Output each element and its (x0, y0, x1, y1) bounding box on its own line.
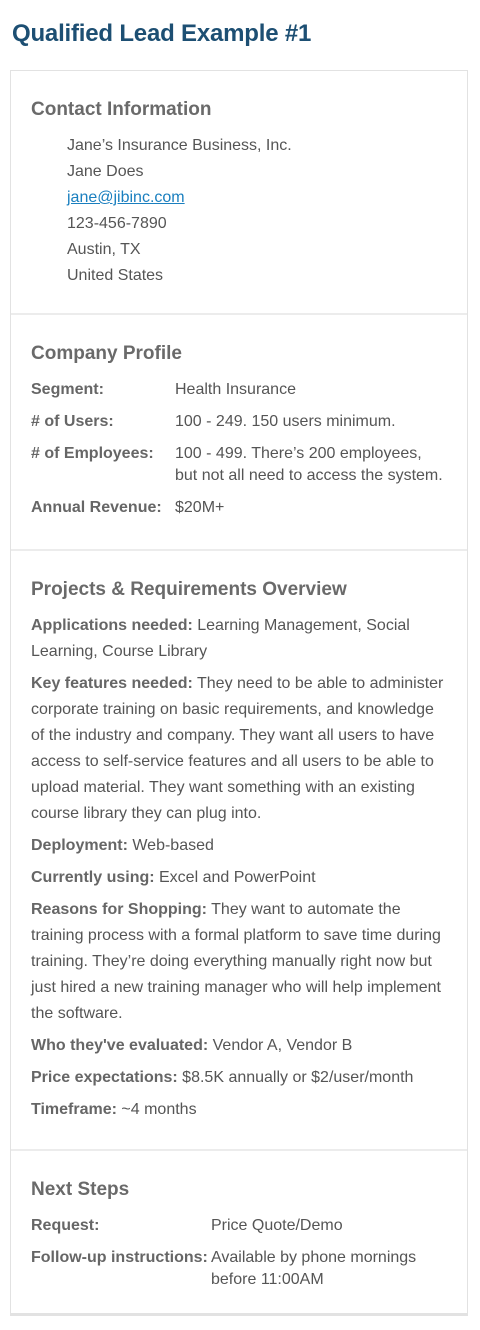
project-item-text: $8.5K annually or $2/user/month (177, 1069, 414, 1086)
next-step-row-request (31, 1215, 447, 1237)
next-step-label: Follow-up instructions: (31, 1249, 208, 1266)
profile-value: 100 - 249. 150 users minimum. (175, 413, 396, 430)
project-item-text: Web-based (127, 837, 214, 854)
project-item-text: Learning Management, Social Learning, Course Library (31, 617, 410, 660)
profile-row-segment (31, 379, 447, 401)
profile-value-line: but not all need to access the system. (175, 467, 443, 484)
project-item-applications (31, 613, 447, 665)
project-item-deployment (31, 833, 447, 859)
project-item-text: ~4 months (116, 1101, 197, 1118)
contact-section-title: Contact Information (31, 99, 212, 120)
contact-name: Jane Does (67, 163, 144, 180)
project-item-label: Reasons for Shopping: (31, 901, 207, 918)
project-item-text: They need to be able to administer corporate training on basic requirements, and knowledge of the industry and company. They want all users to have access to self-service features and all users to be able to upload material. They want something with an existing course library they can plug into. (31, 675, 444, 822)
lead-card (10, 70, 468, 1316)
projects-section-title: Projects & Requirements Overview (31, 579, 347, 600)
profile-value: Health Insurance (175, 381, 296, 398)
projects-list (31, 613, 447, 1123)
project-item-label: Key features needed: (31, 675, 193, 692)
next-steps-title: Next Steps (31, 1179, 130, 1200)
profile-row-revenue (31, 497, 447, 519)
project-item-label: Who they've evaluated: (31, 1037, 209, 1054)
next-step-value (211, 1247, 416, 1291)
project-item-label: Deployment: (31, 837, 128, 854)
profile-label: Annual Revenue: (31, 499, 162, 516)
next-steps-section (11, 1149, 467, 1313)
contact-company: Jane’s Insurance Business, Inc. (67, 137, 292, 154)
project-item-currently-using (31, 865, 447, 891)
project-item-evaluated (31, 1033, 447, 1059)
profile-label: # of Users: (31, 413, 114, 430)
profile-value (175, 443, 443, 487)
next-steps-table (31, 1215, 447, 1291)
page-title: Qualified Lead Example #1 (12, 20, 312, 47)
project-item-price (31, 1065, 447, 1091)
next-step-value-line: Available by phone mornings (211, 1249, 417, 1266)
contact-email-link[interactable]: jane@jibinc.com (67, 189, 185, 206)
company-profile-table (31, 379, 447, 519)
contact-country: United States (67, 267, 164, 284)
contact-city: Austin, TX (67, 241, 141, 258)
profile-label: # of Employees: (31, 445, 154, 462)
project-item-text: Vendor A, Vendor B (208, 1037, 353, 1054)
next-step-value-line: before 11:00AM (211, 1271, 324, 1288)
next-step-label: Request: (31, 1217, 100, 1234)
contact-phone: 123-456-7890 (67, 215, 167, 232)
project-item-text: Excel and PowerPoint (154, 869, 316, 886)
project-item-label: Price expectations: (31, 1069, 178, 1086)
profile-row-employees (31, 443, 447, 487)
project-item-label: Currently using: (31, 869, 155, 886)
project-item-timeframe (31, 1097, 447, 1123)
contact-details (31, 133, 447, 289)
project-item-label: Applications needed: (31, 617, 193, 634)
projects-section (11, 549, 467, 1149)
company-profile-section (11, 313, 467, 549)
next-step-value: Price Quote/Demo (211, 1217, 343, 1234)
project-item-label: Timeframe: (31, 1101, 117, 1118)
project-item-key-features (31, 671, 447, 827)
project-item-text: They want to automate the training process with a formal platform to save time during training. They’re doing everything manually right now but just hired a new training manager who will help implement the software. (31, 901, 441, 1022)
company-profile-title: Company Profile (31, 343, 182, 364)
profile-value: $20M+ (175, 499, 225, 516)
project-item-reasons (31, 897, 447, 1027)
profile-row-users (31, 411, 447, 433)
profile-label: Segment: (31, 381, 104, 398)
profile-value-line: 100 - 499. There’s 200 employees, (175, 445, 422, 462)
contact-section (11, 71, 467, 313)
next-step-row-follow-up (31, 1247, 447, 1291)
